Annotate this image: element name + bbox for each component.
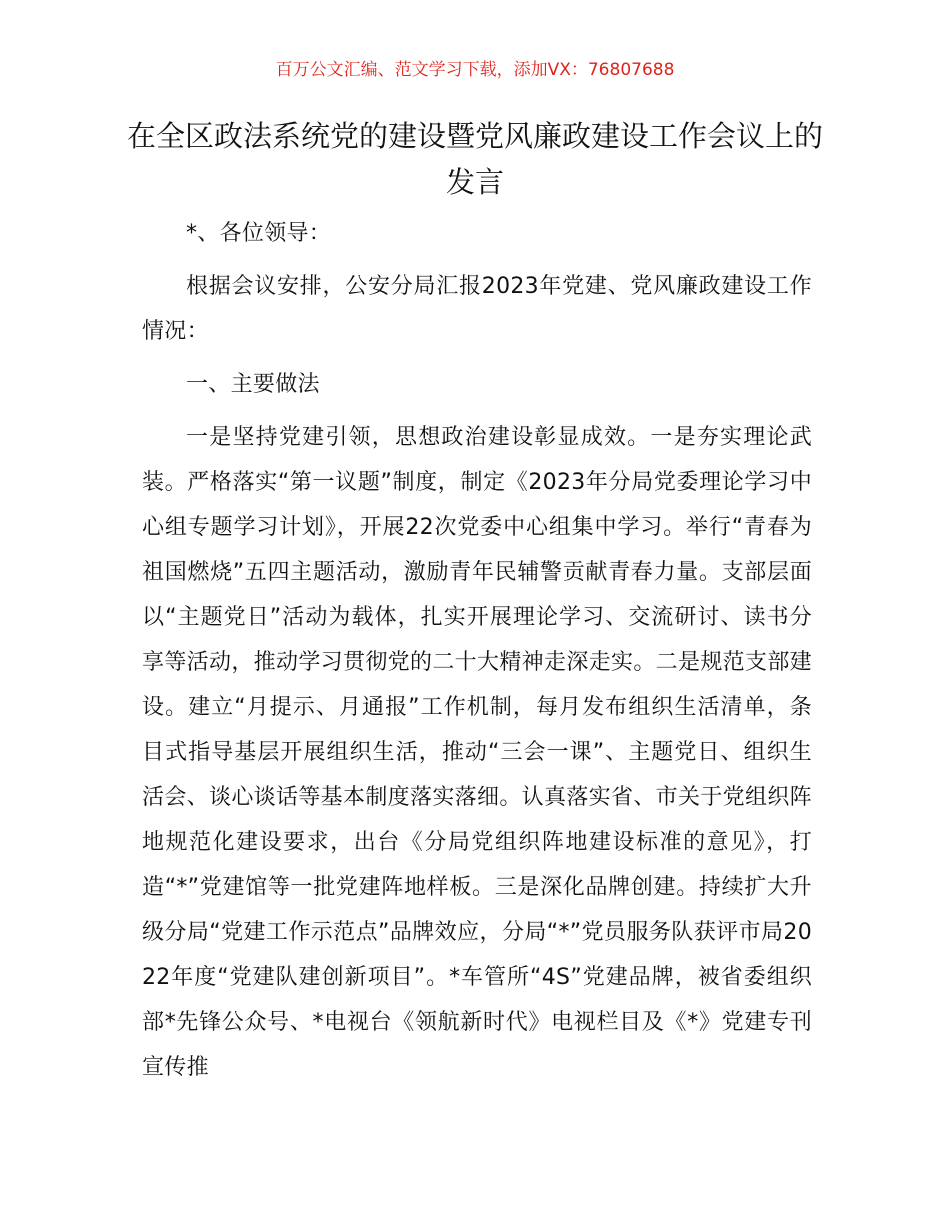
download-notice: 百万公文汇编、范文学习下载，添加VX：76807688 — [275, 60, 675, 80]
document-body — [142, 211, 812, 1090]
document-title: 在全区政法系统党的建设暨党风廉政建设工作会议上的发言 — [126, 119, 823, 199]
body-paragraph: 一是坚持党建引领，思想政治建设彰显成效。一是夯实理论武装。严格落实“第一议题”制度，制定《2023年分局党委理论学习中心组专题学习计划》，开展22次党委中心组集中学习。举行“青春为祖国燃烧”五四主题活动，激励青年民辅警贡献青春力量。支部层面以“主题党日”活动为载体，扎实开展理论学习、交流研讨、读书分享等活动，推动学习贯彻党的二十大精神走深走实。二是规范支部建设。建立“月提示、月通报”工作机制，每月发布组织生活清单，条目式指导基层开展组织生活，推动“三会一课”、主题党日、组织生活会、谈心谈话等基本制度落实落细。认真落实省、市关于党组织阵地规范化建设要求，出台《分局党组织阵地建设标准的意见》，打造“*”党建馆等一批党建阵地样板。三是深化品牌创建。持续扩大升级分局“党建工作示范点”品牌效应，分局“*”党员服务队获评市局2022年度“党建队建创新项目”。*车管所“4S”党建品牌，被省委组织部*先锋公众号、*电视台《领航新时代》电视栏目及《*》党建专刊宣传推 — [142, 425, 812, 1080]
salutation: *、各位领导： — [186, 221, 332, 246]
intro-paragraph: 根据会议安排，公安分局汇报2023年党建、党风廉政建设工作情况： — [142, 274, 812, 344]
section-heading: 一、主要做法 — [186, 372, 320, 397]
